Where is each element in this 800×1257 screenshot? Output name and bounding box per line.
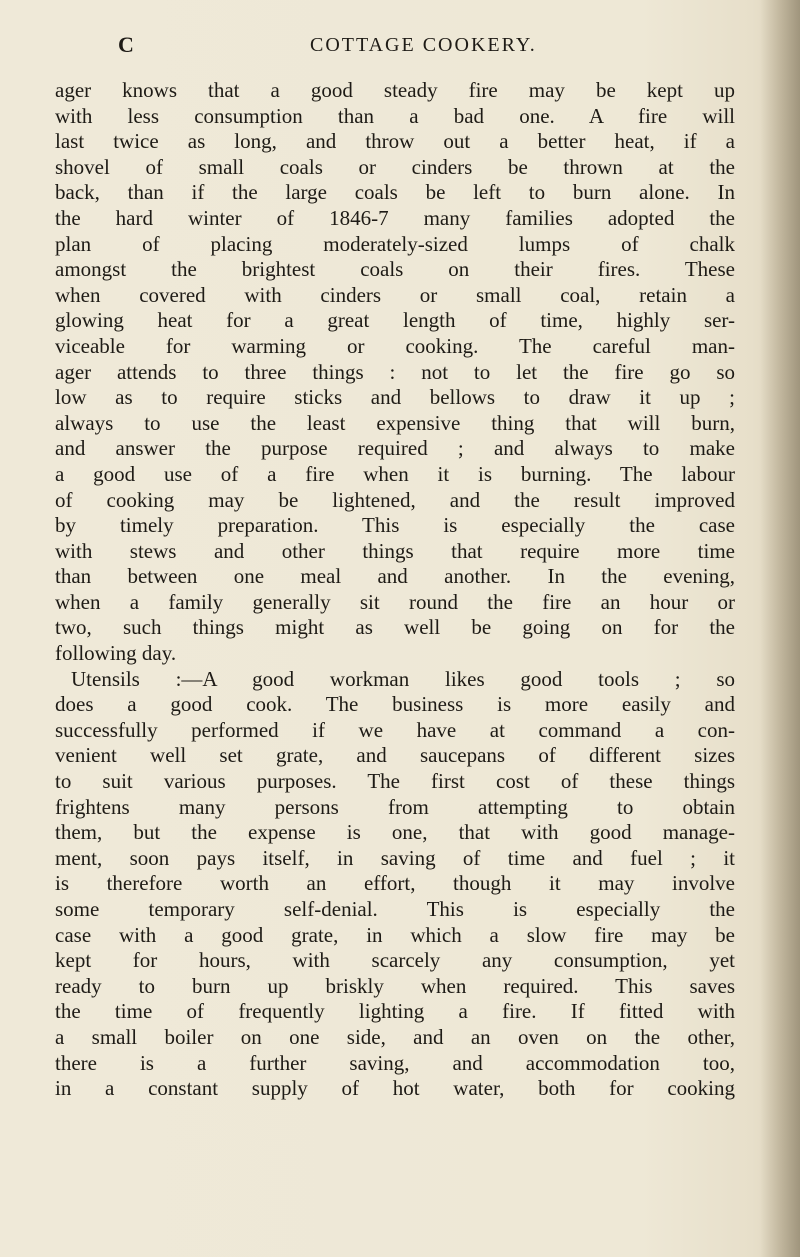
running-head-title: COTTAGE COOKERY. bbox=[310, 34, 537, 56]
text-line: low as to require sticks and bellows to draw it up ; bbox=[55, 385, 735, 410]
text-line: venient well set grate, and saucepans of different sizes bbox=[55, 743, 735, 768]
text-line: the hard winter of 1846-7 many families adopted the bbox=[55, 205, 735, 230]
text-line: when covered with cinders or small coal, retain a bbox=[55, 282, 735, 307]
page-number: C bbox=[118, 32, 135, 57]
text-line: a good use of a fire when it is burning. The labour bbox=[55, 461, 735, 486]
text-line: successfully performed if we have at command a con- bbox=[55, 717, 735, 742]
text-line: than between one meal and another. In the evening, bbox=[55, 564, 735, 589]
text-line: ready to burn up briskly when required. This saves bbox=[55, 973, 735, 998]
running-head bbox=[0, 32, 800, 62]
text-line: a small boiler on one side, and an oven on the other, bbox=[55, 1024, 735, 1049]
text-line: with stews and other things that require more time bbox=[55, 538, 735, 563]
text-line: frightens many persons from attempting to obtain bbox=[55, 794, 735, 819]
text-line: them, but the expense is one, that with good manage- bbox=[55, 820, 735, 845]
text-line: kept for hours, with scarcely any consumption, yet bbox=[55, 948, 735, 973]
text-line: back, than if the large coals be left to burn alone. In bbox=[55, 180, 735, 205]
text-line: and answer the purpose required ; and always to make bbox=[55, 436, 735, 461]
text-line: ager knows that a good steady fire may be kept up bbox=[55, 78, 735, 102]
text-line: is therefore worth an effort, though it may involve bbox=[55, 871, 735, 896]
text-line: some temporary self-denial. This is especially the bbox=[55, 897, 735, 921]
text-line: ment, soon pays itself, in saving of time and fuel ; it bbox=[55, 845, 735, 870]
text-line: glowing heat for a great length of time, highly ser- bbox=[55, 308, 735, 333]
text-line: shovel of small coals or cinders be thrown at the bbox=[55, 154, 735, 179]
text-line: ager attends to three things : not to let the fire go so bbox=[55, 359, 735, 384]
text-line: there is a further saving, and accommodation too, bbox=[55, 1050, 735, 1075]
text-line: of cooking may be lightened, and the result improved bbox=[55, 487, 735, 512]
text-line: case with a good grate, in which a slow fire may be bbox=[55, 922, 735, 947]
text-line: does a good cook. The business is more easily and bbox=[55, 692, 735, 717]
page-gutter-shadow bbox=[760, 0, 800, 1257]
text-line: with less consumption than a bad one. A fire will bbox=[55, 103, 735, 128]
text-line: plan of placing moderately-sized lumps of chalk bbox=[55, 231, 735, 256]
text-line: by timely preparation. This is especially the case bbox=[55, 513, 735, 538]
text-line: last twice as long, and throw out a better heat, if a bbox=[55, 129, 735, 154]
body-text bbox=[55, 78, 735, 1102]
text-line: always to use the least expensive thing that will burn, bbox=[55, 410, 735, 435]
text-line: viceable for warming or cooking. The careful man- bbox=[55, 333, 735, 358]
text-line: in a constant supply of hot water, both for cooking bbox=[55, 1076, 735, 1101]
text-line: the time of frequently lighting a fire. If fitted with bbox=[55, 999, 735, 1024]
text-line-paragraph-end: following day. bbox=[55, 641, 177, 666]
text-line: two, such things might as well be going on for the bbox=[55, 615, 735, 640]
text-line: amongst the brightest coals on their fires. These bbox=[55, 257, 735, 282]
text-line: to suit various purposes. The first cost of these things bbox=[55, 769, 735, 794]
text-line: when a family generally sit round the fire an hour or bbox=[55, 589, 735, 614]
text-line-paragraph-start: Utensils :—A good workman likes good tools ; so bbox=[71, 666, 735, 691]
